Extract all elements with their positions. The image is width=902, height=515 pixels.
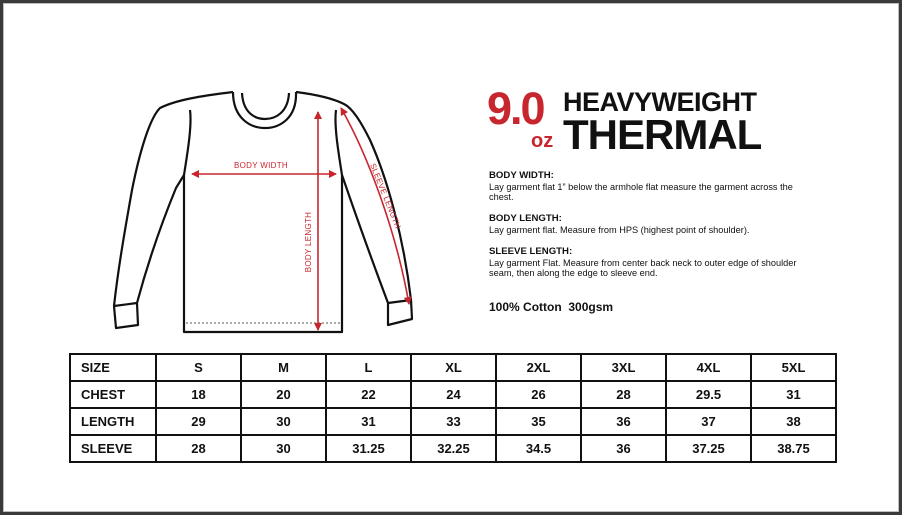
table-cell: 30 — [241, 408, 326, 435]
table-cell: 31.25 — [326, 435, 411, 462]
table-header-cell: S — [156, 354, 241, 381]
table-cell: 38.75 — [751, 435, 836, 462]
table-cell: 34.5 — [496, 435, 581, 462]
shirt-outline — [114, 92, 412, 332]
table-cell: 30 — [241, 435, 326, 462]
table-cell: 18 — [156, 381, 241, 408]
table-header-cell: 3XL — [581, 354, 666, 381]
instruction-body-width — [489, 171, 819, 203]
table-row — [70, 435, 836, 462]
size-table — [69, 353, 837, 463]
weight-number: 9.0 — [487, 83, 544, 134]
table-cell: 31 — [326, 408, 411, 435]
fabric-spec: 100% Cotton 300gsm — [489, 300, 614, 314]
table-cell: 28 — [156, 435, 241, 462]
sleeve-length-arrow — [341, 108, 409, 304]
table-cell: 29 — [156, 408, 241, 435]
table-header-cell: XL — [411, 354, 496, 381]
instruction-heading: BODY WIDTH: — [489, 170, 554, 181]
table-cell: 37 — [666, 408, 751, 435]
table-header-row — [70, 354, 836, 381]
table-cell: 26 — [496, 381, 581, 408]
instruction-text: Lay garment flat 1” below the armhole flat measure the garment across the chest. — [489, 181, 793, 202]
table-cell: 36 — [581, 408, 666, 435]
sleeve-length-label: SLEEVE LENGTH — [368, 162, 403, 231]
weight-unit: oz — [531, 130, 554, 152]
table-header-cell: L — [326, 354, 411, 381]
instruction-text: Lay garment Flat. Measure from center back neck to outer edge of shoulder seam, then along the edge to sleeve end. — [489, 257, 797, 278]
table-cell: 32.25 — [411, 435, 496, 462]
table-row — [70, 381, 836, 408]
table-row-label: CHEST — [70, 381, 156, 408]
body-length-label: BODY LENGTH — [304, 211, 313, 273]
instruction-body-length — [489, 214, 819, 235]
table-header-cell: 4XL — [666, 354, 751, 381]
title-line-1: HEAVYWEIGHT — [563, 87, 757, 117]
table-cell: 28 — [581, 381, 666, 408]
body-width-label: BODY WIDTH — [234, 161, 288, 170]
instruction-heading: BODY LENGTH: — [489, 213, 562, 224]
table-header-cell: 5XL — [751, 354, 836, 381]
instruction-heading: SLEEVE LENGTH: — [489, 246, 573, 257]
instruction-sleeve-length — [489, 247, 819, 279]
table-row-label: SLEEVE — [70, 435, 156, 462]
table-cell: 31 — [751, 381, 836, 408]
table-cell: 22 — [326, 381, 411, 408]
table-cell: 36 — [581, 435, 666, 462]
table-header-cell: SIZE — [70, 354, 156, 381]
table-cell: 35 — [496, 408, 581, 435]
title-line-2: THERMAL — [563, 111, 762, 158]
table-row — [70, 408, 836, 435]
table-cell: 37.25 — [666, 435, 751, 462]
table-cell: 20 — [241, 381, 326, 408]
table-cell: 38 — [751, 408, 836, 435]
table-row-label: LENGTH — [70, 408, 156, 435]
table-header-cell: 2XL — [496, 354, 581, 381]
table-cell: 24 — [411, 381, 496, 408]
table-cell: 33 — [411, 408, 496, 435]
table-cell: 29.5 — [666, 381, 751, 408]
table-header-cell: M — [241, 354, 326, 381]
instruction-text: Lay garment flat. Measure from HPS (highest point of shoulder). — [489, 224, 750, 235]
